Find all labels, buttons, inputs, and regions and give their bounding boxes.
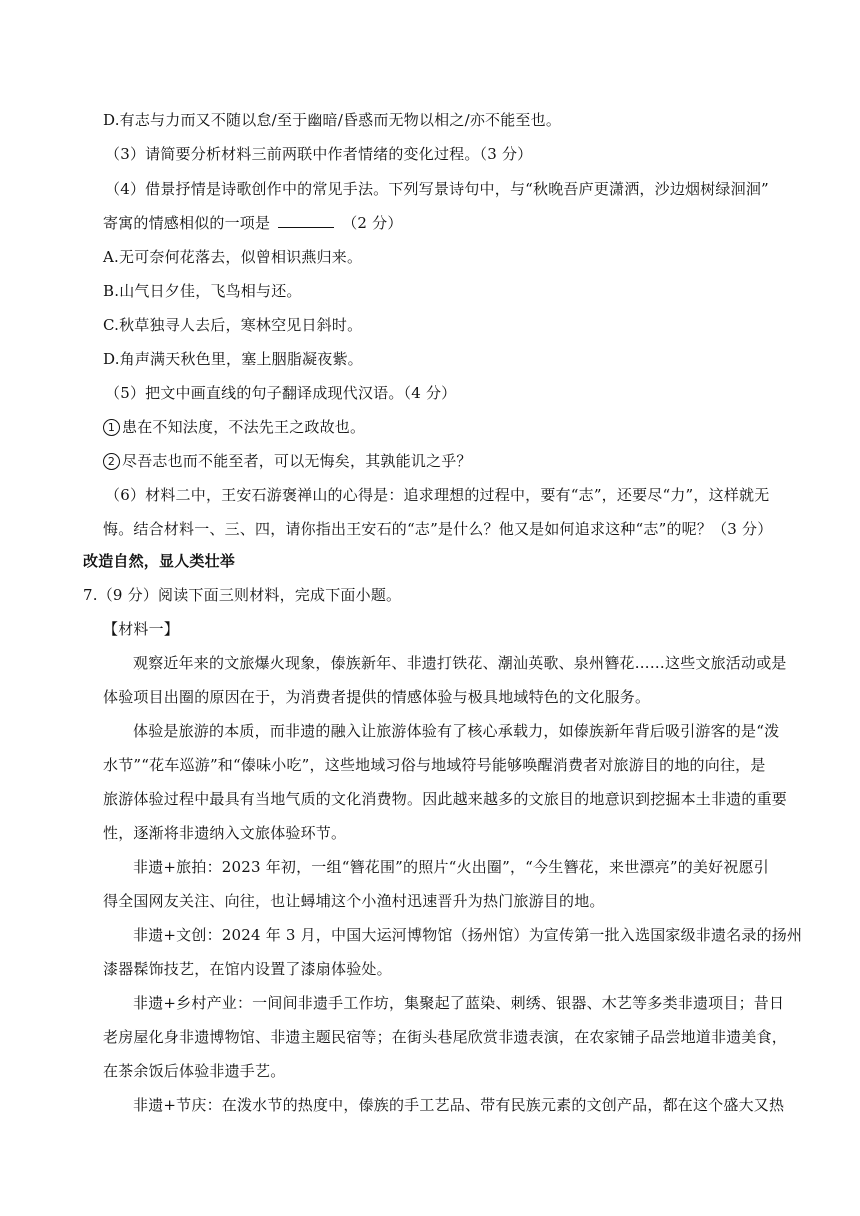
material-para-5-line-1: 非遗+乡村产业：一间间非遗手工作坊，集聚起了蓝染、刺绣、银器、木艺等多类非遗项目；昔日	[133, 994, 785, 1012]
translation-sentence-2: 尽吾志也而不能至者，可以无悔矣，其孰能讥之乎？	[122, 452, 472, 470]
question-4-score: （2 分）	[342, 214, 403, 232]
material-para-2-line-4: 性，逐渐将非遗纳入文旅体验环节。	[103, 824, 347, 842]
question-7-heading: 7.（9 分）阅读下面三则材料，完成下面小题。	[83, 586, 402, 604]
circled-number-1: 1	[103, 419, 120, 436]
circled-number-2: 2	[103, 453, 120, 470]
material-para-3-line-2: 得全国网友关注、向往，也让蟳埔这个小渔村迅速晋升为热门旅游目的地。	[103, 892, 605, 910]
option-c: C.秋草独寻人去后，寒林空见日斜时。	[103, 316, 363, 334]
material-para-6-line-1: 非遗+节庆：在泼水节的热度中，傣族的手工艺品、带有民族元素的文创产品，都在这个盛大又热	[133, 1096, 785, 1114]
question-5: （5）把文中画直线的句子翻译成现代汉语。（4 分）	[105, 384, 457, 402]
question-4-prompt: 寄寓的情感相似的一项是	[103, 214, 271, 232]
material-para-5-line-2: 老房屋化身非遗博物馆、非遗主题民宿等；在街头巷尾欣赏非遗表演，在农家铺子品尝地道非遗美食，	[103, 1028, 788, 1046]
translation-item-1	[103, 417, 365, 437]
question-3: （3）请简要分析材料三前两联中作者情绪的变化过程。（3 分）	[105, 145, 533, 163]
option-b: B.山气日夕佳，飞鸟相与还。	[103, 282, 302, 300]
question-4-line-1: （4）借景抒情是诗歌创作中的常见手法。下列写景诗句中，与“秋晚吾庐更潇洒，沙边烟树绿洄洄”	[105, 180, 769, 198]
material-para-4-line-2: 漆器髹饰技艺，在馆内设置了漆扇体验处。	[103, 960, 392, 978]
section-heading: 改造自然，显人类壮举	[83, 552, 236, 570]
question-6-line-1: （6）材料二中，王安石游褒禅山的心得是：追求理想的过程中，要有“志”，还要尽“力”，这样就无	[105, 486, 770, 504]
option-d: D.角声满天秋色里，塞上胭脂凝夜紫。	[103, 350, 363, 368]
question-6-line-2: 悔。结合材料一、三、四，请你指出王安石的“志”是什么？他又是如何追求这种“志”的呢？（3 分）	[103, 520, 773, 538]
option-d-text: D.有志与力而又不随以怠/至于幽暗/昏惑而无物以相之/亦不能至也。	[103, 111, 562, 129]
material-para-5-line-3: 在茶余饭后体验非遗手艺。	[103, 1062, 286, 1080]
material-1-label: 【材料一】	[103, 620, 180, 638]
question-4-line-2	[103, 213, 403, 233]
option-a: A.无可奈何花落去，似曾相识燕归来。	[103, 248, 363, 266]
material-para-1-line-1: 观察近年来的文旅爆火现象，傣族新年、非遗打铁花、潮汕英歌、泉州簪花……这些文旅活动或是	[133, 654, 787, 672]
material-para-2-line-3: 旅游体验过程中最具有当地气质的文化消费物。因此越来越多的文旅目的地意识到挖掘本土非遗的重要	[103, 790, 788, 808]
translation-sentence-1: 患在不知法度，不法先王之政故也。	[122, 418, 366, 436]
material-para-2-line-2: 水节”“花车巡游”和“傣味小吃”，这些地域习俗与地域符号能够唤醒消费者对旅游目的地的向往，是	[103, 756, 766, 774]
material-para-2-line-1: 体验是旅游的本质，而非遗的融入让旅游体验有了核心承载力，如傣族新年背后吸引游客的是“泼	[133, 722, 780, 740]
answer-blank[interactable]	[278, 213, 334, 228]
translation-item-2	[103, 451, 472, 471]
material-para-4-line-1: 非遗+文创：2024 年 3 月，中国大运河博物馆（扬州馆）为宣传第一批入选国家级非遗名录的扬州	[133, 926, 803, 944]
material-para-3-line-1: 非遗+旅拍：2023 年初，一组“簪花围”的照片“火出圈”，“今生簪花，来世漂亮”的美好祝愿引	[133, 858, 769, 876]
material-para-1-line-2: 体验项目出圈的原因在于，为消费者提供的情感体验与极具地域特色的文化服务。	[103, 688, 651, 706]
